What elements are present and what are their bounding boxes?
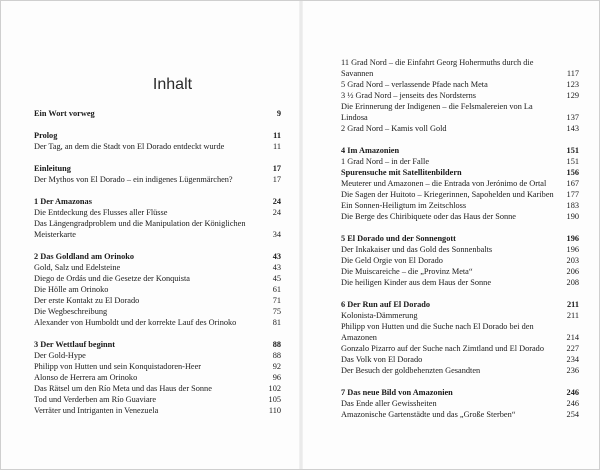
toc-entry [341,101,579,123]
toc-chapter-entry [34,108,281,119]
toc-entry-title: Prolog [34,131,58,140]
toc-entry-page: 211 [567,300,579,309]
toc-entry-title: Tod und Verderben am Río Guaviare [34,395,157,404]
toc-entry-title: Der Inkakaiser und das Gold des Sonnenbalts [341,245,493,254]
toc-entry [34,295,281,306]
toc-entry-title: Philipp von Hutten und die Suche nach El Dorado bei den Amazonen [341,322,534,342]
toc-entry [34,350,281,361]
toc-entry-title: Das Ende aller Gewissheiten [341,399,437,408]
section-gap [34,185,281,196]
toc-entry-page: 11 [273,131,281,140]
toc-entry-title: Die Berge des Chiribiquete oder das Haus der Sonne [341,212,516,221]
section-gap [341,376,579,387]
toc-entry [34,141,281,152]
toc-entry-page: 71 [272,296,281,305]
toc-entry-page: 102 [268,384,281,393]
toc-entry-page: 43 [272,252,281,261]
toc-entry-title: Die Wegbeschreibung [34,307,108,316]
toc-entry-page: 167 [566,179,579,188]
toc-entry-title: Der Mythos von El Dorado – ein indigenes Lügenmärchen? [34,175,233,184]
toc-list-right [341,57,579,420]
toc-entry [341,244,579,255]
toc-entry-title: Die Sagen der Huitoto – Kriegerinnen, Sapohelden und Kariben [341,190,554,199]
toc-entry [341,343,579,354]
toc-entry-title: Die Muiscareiche – die „Provinz Meta“ [341,267,473,276]
toc-entry-page: 123 [566,80,579,89]
toc-entry [34,383,281,394]
section-gap [34,240,281,251]
toc-entry-page: 211 [566,311,579,320]
toc-entry-page: 17 [272,175,281,184]
toc-entry-title: Kolonista-Dämmerung [341,311,418,320]
toc-entry-title: Die Geld Orgie von El Dorado [341,256,443,265]
toc-entry-title: Die Erinnerung der Indigenen – die Felsmalereien von La Lindosa [341,102,533,122]
toc-entry-page: 143 [566,124,579,133]
toc-entry-title: Diego de Ordás und die Gesetze der Konquista [34,274,190,283]
left-page [1,1,301,469]
toc-entry [341,189,579,200]
toc-chapter-entry [34,339,281,350]
toc-entry-title: Ein Wort vorweg [34,109,95,118]
toc-entry-page: 151 [566,146,579,155]
section-gap [34,119,281,130]
toc-entry-title: 2 Grad Nord – Kamis voll Gold [341,124,447,133]
toc-entry-title: Gonzalo Pizarro auf der Suche nach Zimtland und El Dorado [341,344,544,353]
toc-entry-page: 183 [566,201,579,210]
toc-entry-title: Einleitung [34,164,71,173]
toc-entry-page: 88 [272,351,281,360]
toc-entry-page: 24 [272,208,281,217]
toc-chapter-entry [34,251,281,262]
toc-entry [34,361,281,372]
toc-entry [341,255,579,266]
toc-entry-title: 4 Im Amazonien [341,146,400,155]
toc-entry-page: 227 [566,344,579,353]
toc-entry-title: Philipp von Hutten und sein Konquistadoren-Heer [34,362,202,371]
toc-entry [34,372,281,383]
toc-entry [34,207,281,218]
toc-entry [34,306,281,317]
toc-entry-title: 7 Das neue Bild von Amazonien [341,388,453,397]
toc-entry-page: 246 [566,399,579,408]
toc-entry-page: 61 [272,285,281,294]
toc-chapter-entry [341,233,579,244]
toc-entry-title: 2 Das Goldland am Orinoko [34,252,135,261]
toc-entry-title: Alexander von Humboldt und der korrekte Lauf des Orinoko [34,318,237,327]
toc-entry-title: 6 Der Run auf El Dorado [341,300,431,309]
toc-entry [341,354,579,365]
toc-entry-page: 117 [566,69,579,78]
toc-entry-page: 151 [566,157,579,166]
toc-entry-title: 5 El Dorado und der Sonnengott [341,234,456,243]
toc-entry [34,317,281,328]
toc-entry-page: 43 [272,263,281,272]
toc-entry-title: Der erste Kontakt zu El Dorado [34,296,140,305]
section-gap [341,222,579,233]
toc-chapter-entry [34,163,281,174]
toc-entry [341,266,579,277]
toc-entry-title: Ein Sonnen-Heiligtum im Zeitschloss [341,201,467,210]
toc-entry-title: Der Gold-Hype [34,351,86,360]
toc-entry [341,398,579,409]
toc-entry-title: Das Längengradproblem und die Manipulation der Königlichen Meisterkarte [34,219,246,239]
toc-title: Inhalt [152,76,193,93]
toc-entry-title: Gold, Salz und Edelsteine [34,263,121,272]
toc-entry-page: 92 [272,362,281,371]
section-gap [34,152,281,163]
toc-entry [34,218,281,240]
toc-entry [341,321,579,343]
toc-entry-title: Verräter und Intriganten in Venezuela [34,406,159,415]
toc-entry [341,178,579,189]
toc-entry-page: 81 [272,318,281,327]
toc-entry-page: 11 [273,142,281,151]
toc-entry-page: 190 [566,212,579,221]
right-page [301,1,600,469]
toc-entry [34,394,281,405]
toc-entry [34,174,281,185]
toc-entry-page: 45 [272,274,281,283]
toc-entry-page: 177 [566,190,579,199]
toc-entry-page: 234 [566,355,579,364]
toc-entry-title: Das Volk von El Dorado [341,355,423,364]
toc-entry-title: Amazonische Gartenstädte und das „Große Sterben“ [341,410,516,419]
toc-entry-title: Der Besuch der goldbehenzten Gesandten [341,366,481,375]
toc-entry [34,284,281,295]
toc-entry-page: 196 [566,234,579,243]
section-gap [34,328,281,339]
toc-entry [341,57,579,79]
toc-entry-page: 254 [566,410,579,419]
toc-entry [341,277,579,288]
toc-entry-title: 1 Grad Nord – in der Falle [341,157,430,166]
toc-entry-page: 137 [566,113,579,122]
toc-entry-title: Meuterer und Amazonen – die Entrada von Jerónimo de Ortal [341,179,547,188]
toc-entry-title: 3 ½ Grad Nord – jenseits des Nordsterns [341,91,477,100]
toc-list-left [34,108,281,416]
toc-entry-page: 206 [566,267,579,276]
toc-entry-page: 214 [566,333,579,342]
toc-entry-title: 5 Grad Nord – verlassende Pfade nach Meta [341,80,488,89]
toc-entry-title: Die Entdeckung des Flusses aller Flüsse [34,208,168,217]
toc-entry-page: 17 [272,164,281,173]
toc-entry-page: 196 [566,245,579,254]
toc-entry [341,211,579,222]
toc-entry-title: Der Tag, an dem die Stadt von El Dorado entdeckt wurde [34,142,225,151]
toc-entry-page: 88 [272,340,281,349]
section-gap [341,134,579,145]
toc-entry-title: 1 Der Amazonas [34,197,92,206]
toc-entry-page: 9 [276,109,281,118]
toc-entry [341,79,579,90]
toc-chapter-entry [341,167,579,178]
toc-chapter-entry [341,387,579,398]
toc-entry-title: Die heiligen Kinder aus dem Haus der Sonne [341,278,491,287]
toc-entry [34,405,281,416]
toc-entry-page: 208 [566,278,579,287]
toc-entry [34,273,281,284]
toc-entry [341,123,579,134]
toc-entry [341,156,579,167]
toc-entry [341,90,579,101]
toc-entry-page: 110 [268,406,281,415]
toc-chapter-entry [34,196,281,207]
toc-entry-title: Alonso de Herrera am Orinoko [34,373,138,382]
section-gap [341,288,579,299]
toc-entry [341,409,579,420]
toc-entry-title: Das Rätsel um den Río Meta und das Haus der Sonne [34,384,212,393]
toc-entry-page: 96 [272,373,281,382]
toc-entry-page: 105 [268,395,281,404]
toc-entry-title: Spurensuche mit Satellitenbildern [341,168,462,177]
toc-entry-page: 75 [272,307,281,316]
toc-entry [341,365,579,376]
toc-entry-page: 246 [566,388,579,397]
toc-entry-page: 203 [566,256,579,265]
toc-chapter-entry [34,130,281,141]
toc-entry-page: 129 [566,91,579,100]
toc-entry-title: 11 Grad Nord – die Einfahrt Georg Hohermuths durch die Savannen [341,58,534,78]
toc-entry-page: 34 [272,230,281,239]
toc-entry [34,262,281,273]
toc-chapter-entry [341,299,579,310]
toc-entry-page: 236 [566,366,579,375]
toc-entry-title: 3 Der Wettlauf beginnt [34,340,116,349]
toc-entry-title: Die Hölle am Orinoko [34,285,109,294]
toc-entry-page: 156 [566,168,579,177]
toc-entry-page: 24 [272,197,281,206]
toc-chapter-entry [341,145,579,156]
toc-entry [341,200,579,211]
toc-entry [341,310,579,321]
